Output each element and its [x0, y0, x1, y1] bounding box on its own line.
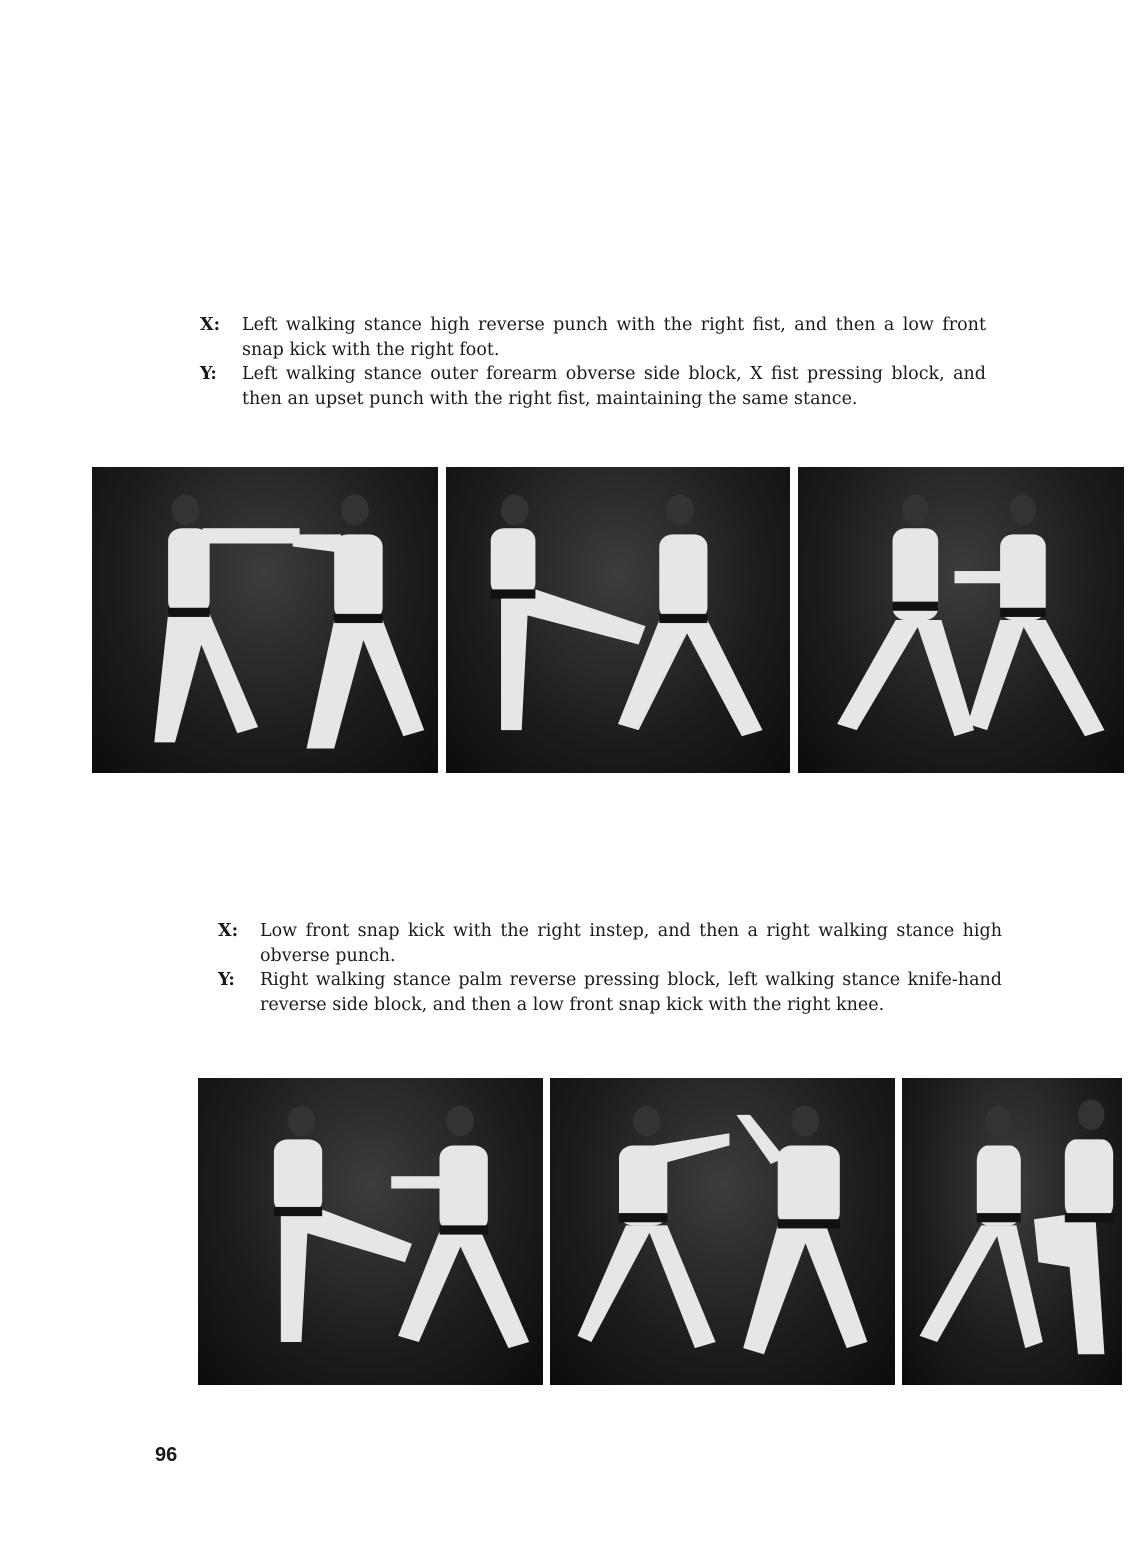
entry-x	[218, 919, 1002, 968]
section2-text	[218, 919, 1002, 1017]
entry-text: Left walking stance outer forearm obverse side block, X fist pressing block, and then an upset punch with the right fist, maintaining the same stance.	[242, 364, 986, 409]
photo-1c	[798, 467, 1124, 773]
entry-text: Right walking stance palm reverse pressing block, left walking stance knife-hand reverse side block, and then a low front snap kick with the right knee.	[260, 970, 1002, 1015]
photo-2b	[550, 1078, 895, 1385]
photo-1b	[446, 467, 790, 773]
entry-text: Left walking stance high reverse punch with the right fist, and then a low front snap kick with the right foot.	[242, 315, 986, 360]
entry-x	[200, 313, 986, 362]
entry-y	[218, 968, 1002, 1017]
photo-2a	[198, 1078, 543, 1385]
entry-label: X:	[218, 921, 239, 941]
entry-label: Y:	[218, 970, 235, 990]
section1-text	[200, 313, 986, 411]
entry-label: X:	[200, 315, 221, 335]
photo-1a	[92, 467, 438, 773]
page-number: 96	[155, 1444, 178, 1466]
entry-label: Y:	[200, 364, 217, 384]
photo-2c	[902, 1078, 1122, 1385]
entry-text: Low front snap kick with the right instep, and then a right walking stance high obverse punch.	[260, 921, 1002, 966]
entry-y	[200, 362, 986, 411]
